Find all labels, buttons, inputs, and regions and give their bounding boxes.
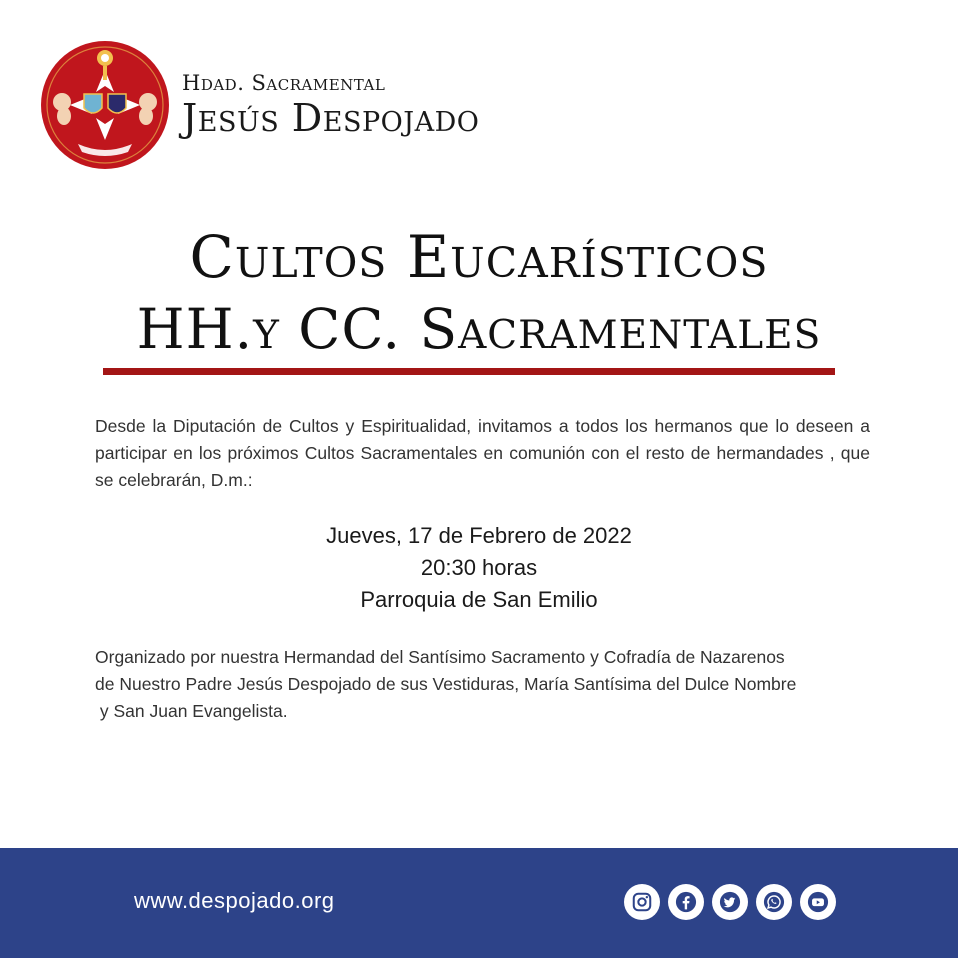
event-time: 20:30 horas xyxy=(420,555,538,580)
title-line-1: Cultos Eucarísticos xyxy=(189,223,769,291)
brand xyxy=(182,70,479,140)
facebook-icon[interactable] xyxy=(668,884,704,920)
brand-name: Jesús Despojado xyxy=(182,96,480,140)
organizer-line-1: Organizado por nuestra Hermandad del Santísimo Sacramento y Cofradía de Nazarenos xyxy=(95,647,785,667)
brotherhood-crest-icon xyxy=(40,40,170,170)
intro-paragraph: Desde la Diputación de Cultos y Espiritualidad, invitamos a todos los hermanos que lo deseen a participar en los próximos Cultos Sacramentales en comunión con el resto de hermandades , que se celebrarán, D.m.: xyxy=(95,416,870,490)
youtube-icon[interactable] xyxy=(800,884,836,920)
organizer-paragraph xyxy=(95,644,870,725)
event-details xyxy=(0,520,958,616)
instagram-icon[interactable] xyxy=(624,884,660,920)
event-place: Parroquia de San Emilio xyxy=(360,587,598,612)
organizer-line-2: de Nuestro Padre Jesús Despojado de sus Vestiduras, María Santísima del Dulce Nombre xyxy=(95,674,797,694)
title-underline xyxy=(103,368,835,375)
footer-bar xyxy=(0,848,958,958)
organizer-line-3: y San Juan Evangelista. xyxy=(95,701,288,721)
twitter-icon[interactable] xyxy=(712,884,748,920)
social-links xyxy=(624,884,836,920)
website-link[interactable]: www.despojado.org xyxy=(134,888,335,913)
title-line-2: HH.y CC. Sacramentales xyxy=(136,297,822,361)
event-date: Jueves, 17 de Febrero de 2022 xyxy=(326,523,632,548)
whatsapp-icon[interactable] xyxy=(756,884,792,920)
brand-subtitle: Hdad. Sacramental xyxy=(182,71,386,95)
